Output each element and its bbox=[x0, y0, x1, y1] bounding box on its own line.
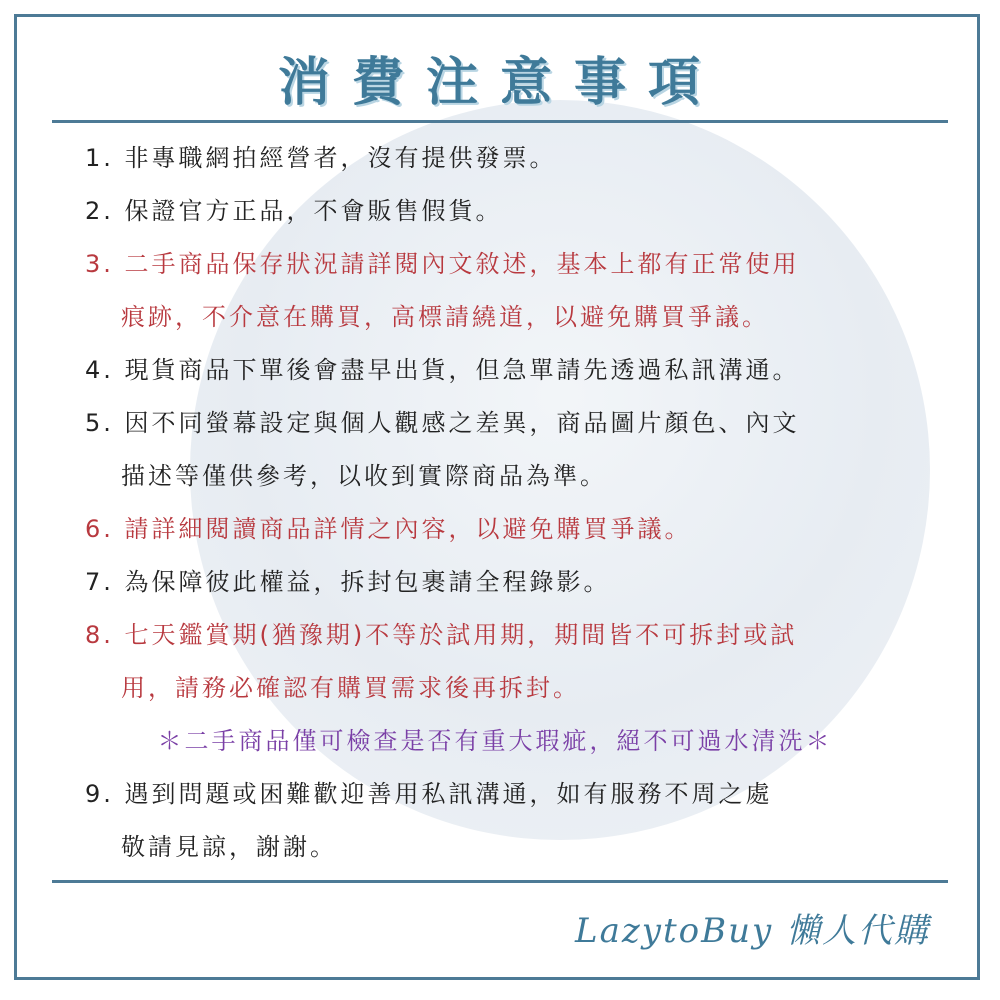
note-line: 2. 保證官方正品，不會販售假貨。 bbox=[85, 197, 503, 225]
page-title: 消費注意事項 bbox=[277, 53, 722, 113]
note-line: 1. 非專職網拍經營者，沒有提供發票。 bbox=[85, 144, 557, 172]
bottom-divider bbox=[52, 880, 948, 883]
note-line: 4. 現貨商品下單後會盡早出貨，但急單請先透過私訊溝通。 bbox=[85, 356, 800, 384]
note-line: 7. 為保障彼此權益，拆封包裹請全程錄影。 bbox=[85, 568, 611, 596]
note-line: 痕跡，不介意在購買，高標請繞道，以避免購買爭議。 bbox=[121, 303, 769, 331]
notes-list bbox=[85, 132, 925, 874]
note-line: 3. 二手商品保存狀況請詳閱內文敘述，基本上都有正常使用 bbox=[85, 250, 800, 278]
warning-line: ＊二手商品僅可檢查是否有重大瑕疵，絕不可過水清洗＊ bbox=[157, 727, 833, 755]
note-line: 9. 遇到問題或困難歡迎善用私訊溝通，如有服務不周之處 bbox=[85, 780, 773, 808]
note-line: 5. 因不同螢幕設定與個人觀感之差異，商品圖片顏色、內文 bbox=[85, 409, 800, 437]
brand-signature: LazytoBuy 懶人代購 bbox=[574, 911, 930, 951]
top-divider bbox=[52, 120, 948, 123]
note-line: 6. 請詳細閱讀商品詳情之內容，以避免購買爭議。 bbox=[85, 515, 692, 543]
note-line: 用，請務必確認有購買需求後再拆封。 bbox=[121, 674, 580, 702]
note-line: 8. 七天鑑賞期(猶豫期)不等於試用期，期間皆不可拆封或試 bbox=[85, 621, 798, 649]
note-line: 敬請見諒，謝謝。 bbox=[121, 833, 337, 861]
note-line: 描述等僅供參考，以收到實際商品為準。 bbox=[121, 462, 607, 490]
